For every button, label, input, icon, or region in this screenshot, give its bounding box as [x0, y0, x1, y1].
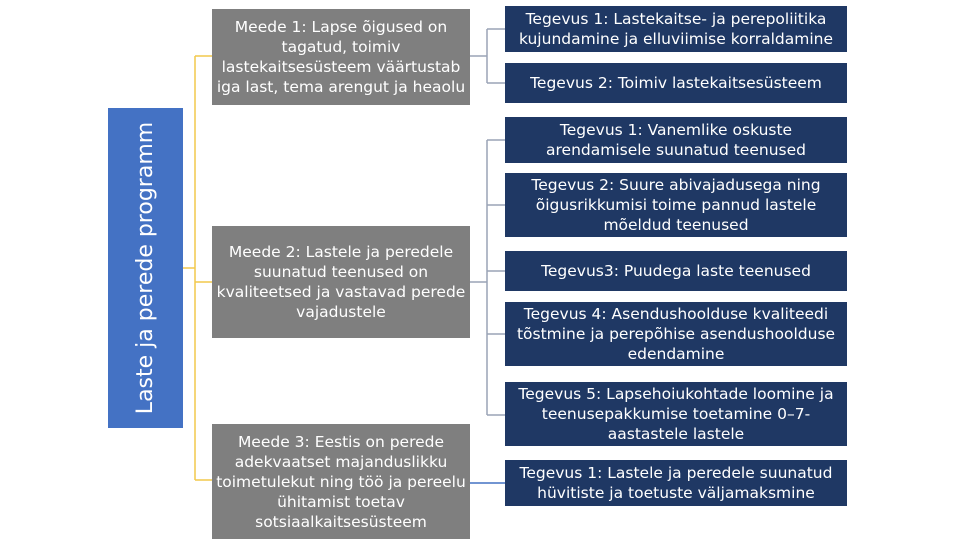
measure-3-label: Meede 3: Eestis on perede adekvaatset majanduslikku toimetulekut ning töö ja pereelu ühitamist toetav sotsiaalkaitsesüsteem [216, 432, 466, 531]
program-label: Laste ja perede programm [132, 121, 158, 415]
action-box [505, 63, 847, 103]
action-box [505, 117, 847, 163]
action-label: Tegevus 1: Vanemlike oskuste arendamisele suunatud teenused [546, 121, 806, 159]
measure-2-box [212, 226, 470, 338]
measure-2-label: Meede 2: Lastele ja peredele suunatud teenused on kvaliteetsed ja vastavad perede vajadustele [216, 243, 466, 321]
action-label: Tegevus 4: Asendushoolduse kvaliteedi tõstmine ja perepõhise asendushoolduse edendamine [516, 305, 836, 363]
action-box [505, 251, 847, 291]
measure-1-box [212, 9, 470, 105]
action-box [505, 460, 847, 506]
measure-1-label: Meede 1: Lapse õigused on tagatud, toimiv lastekaitsesüsteem väärtustab iga last, tema arengut ja heaolu [216, 18, 466, 96]
action-box [505, 382, 847, 446]
action-box [505, 6, 847, 52]
action-label: Tegevus 2: Suure abivajadusega ning õigusrikkumisi toime pannud lastele mõeldud teenused [531, 176, 821, 234]
action-box [505, 302, 847, 366]
action-label: Tegevus 2: Toimiv lastekaitsesüsteem [530, 74, 822, 92]
action-label: Tegevus3: Puudega laste teenused [541, 262, 811, 280]
program-box [108, 108, 183, 428]
measure-3-box [212, 424, 470, 539]
action-box [505, 173, 847, 237]
action-label: Tegevus 1: Lastele ja peredele suunatud hüvitiste ja toetuste väljamaksmine [519, 464, 833, 502]
action-label: Tegevus 5: Lapsehoiukohtade loomine ja teenusepakkumise toetamine 0–7-aastastele lastele [518, 385, 834, 443]
action-label: Tegevus 1: Lastekaitse- ja perepoliitika kujundamine ja elluviimise korraldamine [518, 10, 834, 48]
